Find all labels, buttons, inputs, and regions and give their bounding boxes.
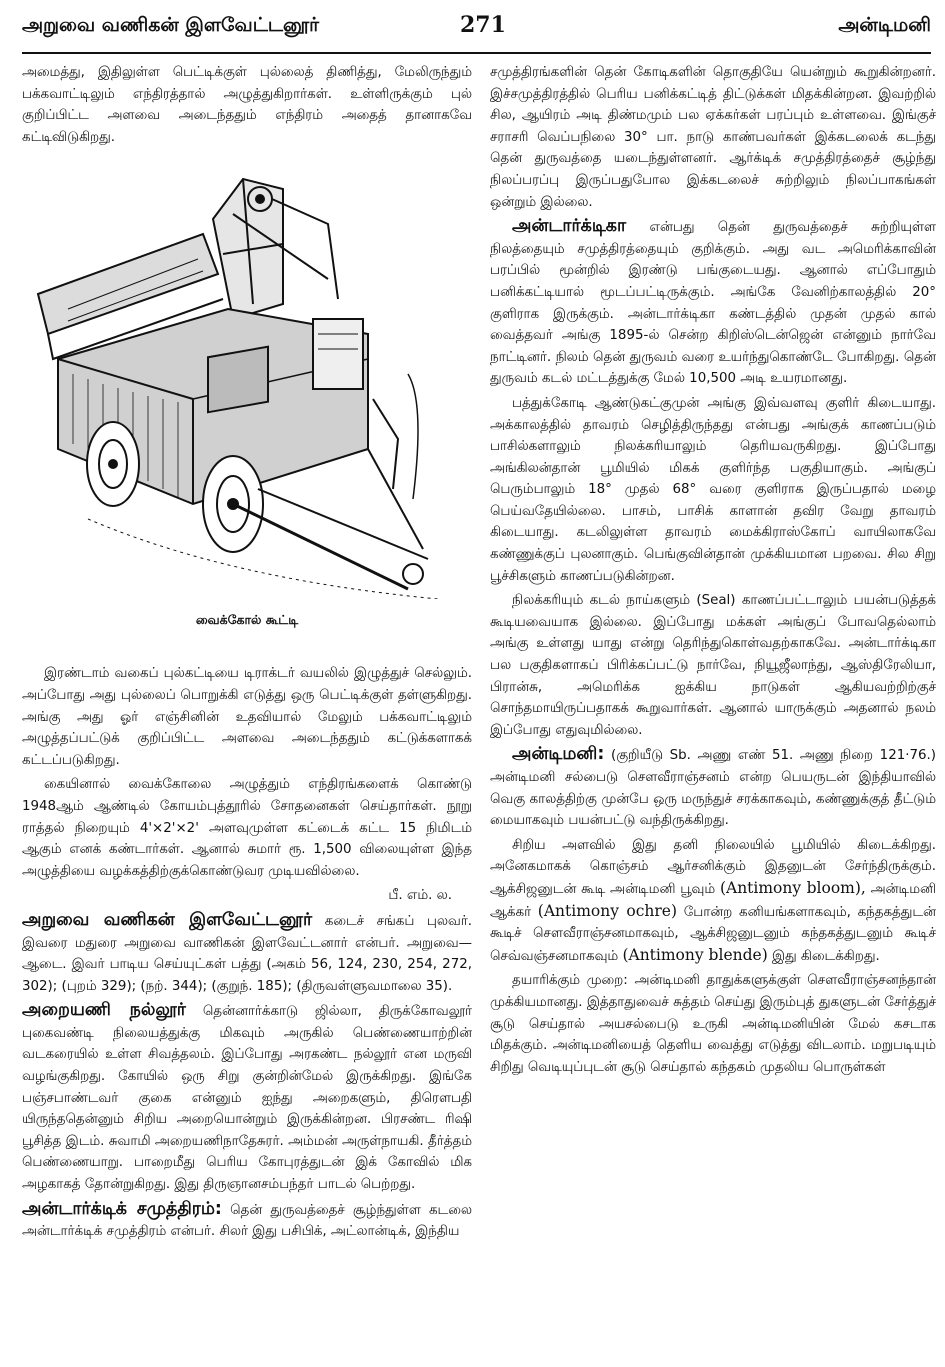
hay-baler-machine-drawing-icon [28, 159, 448, 599]
illustration [22, 151, 472, 663]
entry-antarctica-title: அன்டார்க்டிகா [512, 216, 627, 237]
entry-antarctica-text: என்பது தென் துருவத்தைச் சுற்றியுள்ள நிலத்தையும் சமுத்திரத்தையும் குறிக்கும். அது வட அமெரிக்காவின் பரப்பில் மூன்றில் இரண்டு பங்குடையது. ஆனால் எப்போதும் பனிக்கட்டியால் மூடப்பட்டிருக்கும். அங்கே வேனிற்காலத்தில் 20° குளிராக இருக்கும். அன்டார்க்டிகா கண்டத்தில் முதன் முதல் கால் வைத்தவர் அங்கு 1895-ல் சென்ற கிறிஸ்டென்ஜென் என்னும் நார்வே நாட்டினர். நிலம் தென் துருவம் வரை உயர்ந்துகொண்டே போகிறது. தென் துருவம் கடல் மட்டத்துக்கு மேல் 10,500 அடி உயரமானது. [490, 220, 936, 387]
entry-antimony-title: அன்டிமனி: [512, 744, 605, 765]
page-number: 271 [460, 12, 506, 38]
ancient-climate-paragraph: பத்துக்கோடி ஆண்டுகட்குமுன் அங்கு இவ்வளவு குளிர் கிடையாது. அக்காலத்தில் தாவரம் செழித்திருந்தது என்பது அங்குக் காணப்படும் பாசில்களாலும் நிலக்கரியாலும் தெரியவருகிறது. இப்போது அங்கிலன்தான் பூமியில் மிகக் குளிர்ந்த பகுதியாகும். அங்குப் பெரும்பாலும் 18° முதல் 68° வரை குளிராக இருப்பதால் மழை பெய்வதேயில்லை. பாசம், பாசிக் காளான் தவிர வேறு தாவரம் கிடையாது. கடலிலுள்ள தாவரம் மைக்கிராஸ்கோப் வாயிலாகவே கண்ணுக்குப் புலனாகும். பெங்குவின்தான் முக்கியமான பறவை. சில சிறு பூச்சிகளும் காணப்படுகின்றன. [490, 395, 936, 584]
intro-paragraph: அமைத்து, இதிலுள்ள பெட்டிக்குள் புல்லைத் திணித்து, மேலிருந்தும் பக்கவாட்டிலும் எந்திரத்தால் அழுத்துகிறார்கள். உள்ளிருக்கும் புல் குறிப்பிட்ட அளவை அடைந்ததும் எந்திரம் அதைத் தானாகவே கட்டிவிடுகிறது. [22, 65, 472, 145]
tractor-baler-paragraph: இரண்டாம் வகைப் புல்கட்டியை டிராக்டர் வயலில் இழுத்துச் செல்லும். அப்போது அது புல்லைப் பொறுக்கி எடுத்து ஒரு பெட்டிக்குள் தள்ளுகிறது. அங்கு அது ஓர் எஞ்சினின் உதவியால் மேலும் பக்கவாட்டிலும் அழுத்தப்பட்டுக் குறிப்பிட்ட அளவை அடைந்ததும் கட்டுக்களாகக் கட்டப்படுகிறது. [22, 666, 472, 768]
right-column [490, 62, 936, 1367]
entry-antarctica [490, 216, 936, 390]
coimbatore-trials-paragraph: கையினால் வைக்கோலை அழுத்தும் எந்திரங்களைக் கொண்டு 1948ஆம் ஆண்டில் கோயம்புத்தூரில் சோதனைகள் செய்தார்கள். நூறு ராத்தல் நிறையும் 4'×2'×2' அளவுமுள்ள கட்டைக் கட்ட 15 நிமிடம் ஆகும் எனக் கண்டார்கள். ஆனால் சுமார் ரூ. 1,500 விலையுள்ள இந்த அழுத்தியை வழக்கத்திற்குக்கொண்டுவர முடியவில்லை. [22, 777, 472, 879]
entry-antarctic-ocean [22, 1199, 472, 1243]
antimony-blende-term: (Antimony blende) [622, 945, 768, 964]
antimony-occurrence-a: சிறிய அளவில் இது தனி நிலையில் பூமியில் கிடைக்கிறது. அனேகமாகக் கொஞ்சம் ஆர்சனிக்கும் இதனுடன் சேர்ந்திருக்கும். ஆக்சிஜனுடன் கூடி அன்டிமனி பூவும் [490, 837, 936, 897]
ocean-continuation: சமுத்திரங்களின் தென் கோடிகளின் தொகுதியே யென்றும் கூறுகின்றனர். இச்சமுத்திரத்தில் பெரிய பனிக்கட்டித் திட்டுக்கள் மிதக்கின்றன. இவற்றில் சில, ஆயிரம் அடி திண்மமும் பல ஏக்கர்கள் பரப்பும் உள்ளவை. இங்குச் சராசரி வெப்பநிலை 30° பா. நாடு காண்பவர்கள் இக்கடலைக் கடந்து தென் துருவத்தை யடைந்துள்ளனர். ஆர்க்டிக் சமுத்திரத்தைச் சூழ்ந்து நிலப்பரப்பு இருப்பதுபோல இக்கடலைச் சுற்றிலும் நிலப்பாகங்கள் ஒன்றும் இல்லை. [490, 65, 936, 210]
antimony-occurrence-c: போன்ற கனியங்களாகவும், கந்தகத்துடன் கூடிச் சௌவீராஞ்சனமாகவும், ஆக்சிஜனுடனும் கந்தகத்துடனும் கூடிச் செவ்வஞ்சனமாகவும் [490, 904, 936, 964]
antimony-preparation-paragraph: தயாரிக்கும் முறை: அன்டிமனி தாதுக்களுக்குள் சௌவீராஞ்சனந்தான் முக்கியமானது. இத்தாதுவைச் சுத்தம் செய்து இரும்புத் துகளுடன் சேர்த்துச் சூடு செய்தால் அயசல்பைடு உருகி அன்டிமனியின் மேல் கசடாக மிதக்கும். அன்டிமனியைத் தெளிய வைத்து எடுத்து விடலாம். மறுபடியும் சிறிது வெடியுப்புடன் சூடு செய்தால் கந்தகம் முதலிய பொருள்கள் [490, 973, 936, 1075]
antimony-ochre-term: (Antimony ochre) [537, 901, 677, 920]
entry-antarctic-ocean-text: தென் துருவத்தைச் சூழ்ந்துள்ள கடலை அன்டார்க்டிக் சமுத்திரம் என்பர். சிலர் இது பசிபிக், அட்லான்டிக், இந்திய [22, 1202, 472, 1240]
entry-araiyani [22, 1000, 472, 1195]
page-header [22, 8, 931, 54]
entry-antimony-intro: (குறியீடு Sb. அணு எண் 51. அணு நிறை 121·76.) அன்டிமனி சல்பைடு சௌவீராஞ்சனம் என்ற பெயருடன் இந்தியாவில் வெகு காலத்திற்கு முன்பே ஒரு மருந்துச் சரக்காகவும், கண்ணுக்குத் தீட்டும் மையாகவும் பயன்பட்டு வந்திருக்கிறது. [490, 748, 936, 829]
header-left-title: அறுவை வணிகன் இளவேட்டனூர் [22, 14, 320, 36]
illustration-caption: வைக்கோல் கூட்டி [195, 612, 299, 628]
header-right-title: அன்டிமனி [838, 14, 931, 36]
seal-resources-paragraph: நிலக்கரியும் கடல் நாய்களும் (Seal) காணப்பட்டாலும் பயன்படுத்தக் கூடியவையாக இல்லை. இப்போது மக்கள் அங்குப் போவதெல்லாம் அங்கு உள்ளது யாது என்று தெரிந்துகொள்வதற்காகவே. அன்டார்க்டிகா பல பகுதிகளாகப் பிரிக்கப்பட்டு நார்வே, நியூஜீலாந்து, ஆஸ்திரேலியா, பிரான்சு, அமெரிக்க ஐக்கிய நாடுகள் ஆகியவற்றிற்குச் சொந்தமாயிருப்பதாகக் கூறுவார்கள். ஆனால் யாருக்கும் அதனால் நலம் இப்போது எதுவுமில்லை. [490, 593, 936, 738]
entry-aruvai [22, 910, 472, 997]
author-signature: பீ. எம். ல. [388, 888, 452, 904]
antimony-occurrence-paragraph [490, 835, 936, 968]
entry-araiyani-text: தென்னார்க்காடு ஜில்லா, திருக்கோவலூர் புகைவண்டி நிலையத்துக்கு மிகவும் அருகில் பெண்ணையாற்றின் வடகரையில் உள்ள சிவத்தலம். இப்போது அரகண்ட நல்லூர் என மருவி வழங்குகிறது. கோயில் ஒரு சிறு குன்றின்மேல் இருக்கிறது. இங்கே பஞ்சபாண்டவர் குகை என்னும் ஐந்து அறைகளும், திரௌபதி யிருந்ததென்னும் சிறிய அறையொன்றும் இருக்கின்றன. பிரசண்ட ரிஷி பூசித்த இடம். சுவாமி அறையணிநாதேசுரர். அம்மன் அருள்நாயகி. தீர்த்தம் பெண்ணையாறு. பாறைமீது பெரிய கோபுரத்துடன் இக் கோவில் மிக அழகாகத் தோன்றுகிறது. இது திருஞானசம்பந்தர் பாடல் பெற்றது. [22, 1004, 472, 1193]
entry-antimony [490, 744, 936, 831]
antimony-occurrence-b: அன்டிமனி ஆக்கர் [490, 881, 936, 920]
entry-araiyani-title: அறையணி நல்லூர் [22, 1000, 186, 1021]
antimony-occurrence-d: இது கிடைக்கிறது. [772, 948, 880, 964]
antimony-bloom-term: (Antimony bloom), [719, 878, 866, 897]
entry-antarctic-ocean-title: அன்டார்க்டிக் சமுத்திரம்: [22, 1198, 222, 1219]
entry-aruvai-title: அறுவை வணிகன் இளவேட்டனூர் [22, 909, 313, 930]
entry-aruvai-text: கடைச் சங்கப் புலவர். இவரை மதுரை அறுவை வாணிகன் இளவேட்டனார் என்பர். அறுவை—ஆடை. இவர் பாடிய செய்யுட்கள் பத்து (அகம் 56, 124, 230, 254, 272, 302); (புறம் 329); (நற். 344); (குறுந். 185); (திருவள்ளுவமாலை 35). [22, 913, 472, 994]
left-column [22, 62, 472, 1367]
